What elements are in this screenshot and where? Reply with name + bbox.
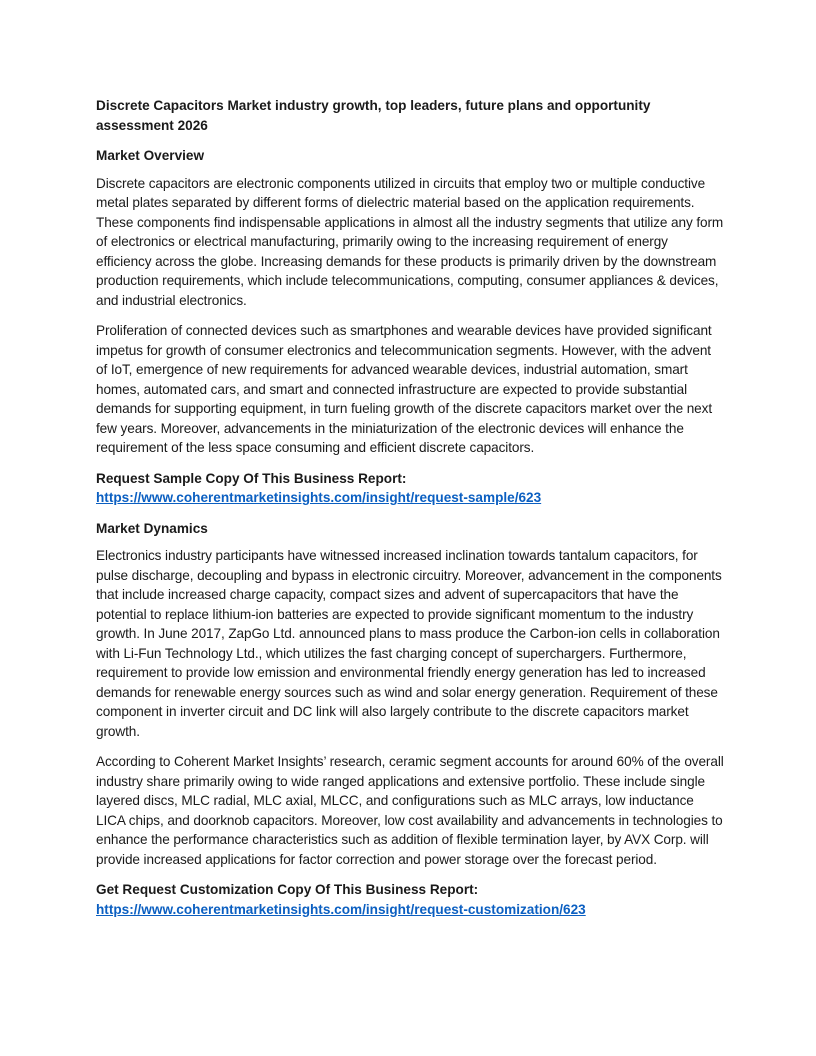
customization-request-link[interactable]: https://www.coherentmarketinsights.com/insight/request-customization/623: [96, 901, 586, 917]
section-heading-market-overview: Market Overview: [96, 148, 205, 163]
overview-paragraph-1: Discrete capacitors are electronic components utilized in circuits that employ two or multiple conductive metal plates separated by different forms of dielectric material based on the application requirements. These components find indispensable applications in almost all the industry segments that utilize any form of electronics or electrical manufacturing, primarily owing to the increasing requirement of energy efficiency across the globe. Increasing demands for these products is primarily driven by the downstream production requirements, which include telecommunications, computing, consumer appliances & devices, and industrial electronics.: [96, 175, 724, 308]
customization-request-label: Get Request Customization Copy Of This Business Report:: [96, 882, 479, 897]
sample-request-link[interactable]: https://www.coherentmarketinsights.com/insight/request-sample/623: [96, 490, 542, 505]
document-page: [96, 96, 724, 930]
section-heading-market-dynamics: Market Dynamics: [96, 520, 208, 536]
sample-request-block: [96, 469, 724, 508]
customization-request-block: [96, 880, 724, 919]
overview-paragraph-2: Proliferation of connected devices such as smartphones and wearable devices have provided significant impetus for growth of consumer electronics and telecommunication segments. However, with the advent of IoT, emergence of new requirements for advanced wearable devices, industrial automation, smart homes, automated cars, and smart and connected infrastructure are expected to provide substantial demands for supporting equipment, in turn fueling growth of the discrete capacitors market over the next few years. Moreover, advancements in the miniaturization of the electronic devices will enhance the requirement of the less space consuming and efficient discrete capacitors.: [96, 323, 713, 455]
dynamics-paragraph-2: According to Coherent Market Insights’ research, ceramic segment accounts for around 60% of the overall industry share primarily owing to wide ranged applications and extensive portfolio. These include single layered discs, MLC radial, MLC axial, MLCC, and configurations such as MLC arrays, low inductance LICA chips, and doorknob capacitors. Moreover, low cost availability and advancements in technologies to enhance the performance characteristics such as addition of flexible termination layer, by AVX Corp. will provide increased applications for factor correction and power storage over the forecast period.: [96, 754, 724, 867]
sample-request-label: Request Sample Copy Of This Business Report:: [96, 470, 407, 486]
dynamics-paragraph-1: Electronics industry participants have witnessed increased inclination towards tantalum capacitors, for pulse discharge, decoupling and bypass in electronic circuitry. Moreover, advancement in the components that include increased charge capacity, compact sizes and advent of supercapacitors that have the potential to replace lithium-ion batteries are expected to provide significant momentum to the industry growth. In June 2017, ZapGo Ltd. announced plans to mass produce the Carbon-ion cells in collaboration with Li-Fun Technology Ltd., which utilizes the fast charging concept of superchargers. Furthermore, requirement to provide low emission and environmental friendly energy generation has led to increased demands for renewable energy sources such as wind and solar energy generation. Requirement of these component in inverter circuit and DC link will also largely contribute to the discrete capacitors market growth.: [96, 548, 722, 739]
document-title: Discrete Capacitors Market industry growth, top leaders, future plans and opportunity assessment 2026: [96, 98, 651, 133]
